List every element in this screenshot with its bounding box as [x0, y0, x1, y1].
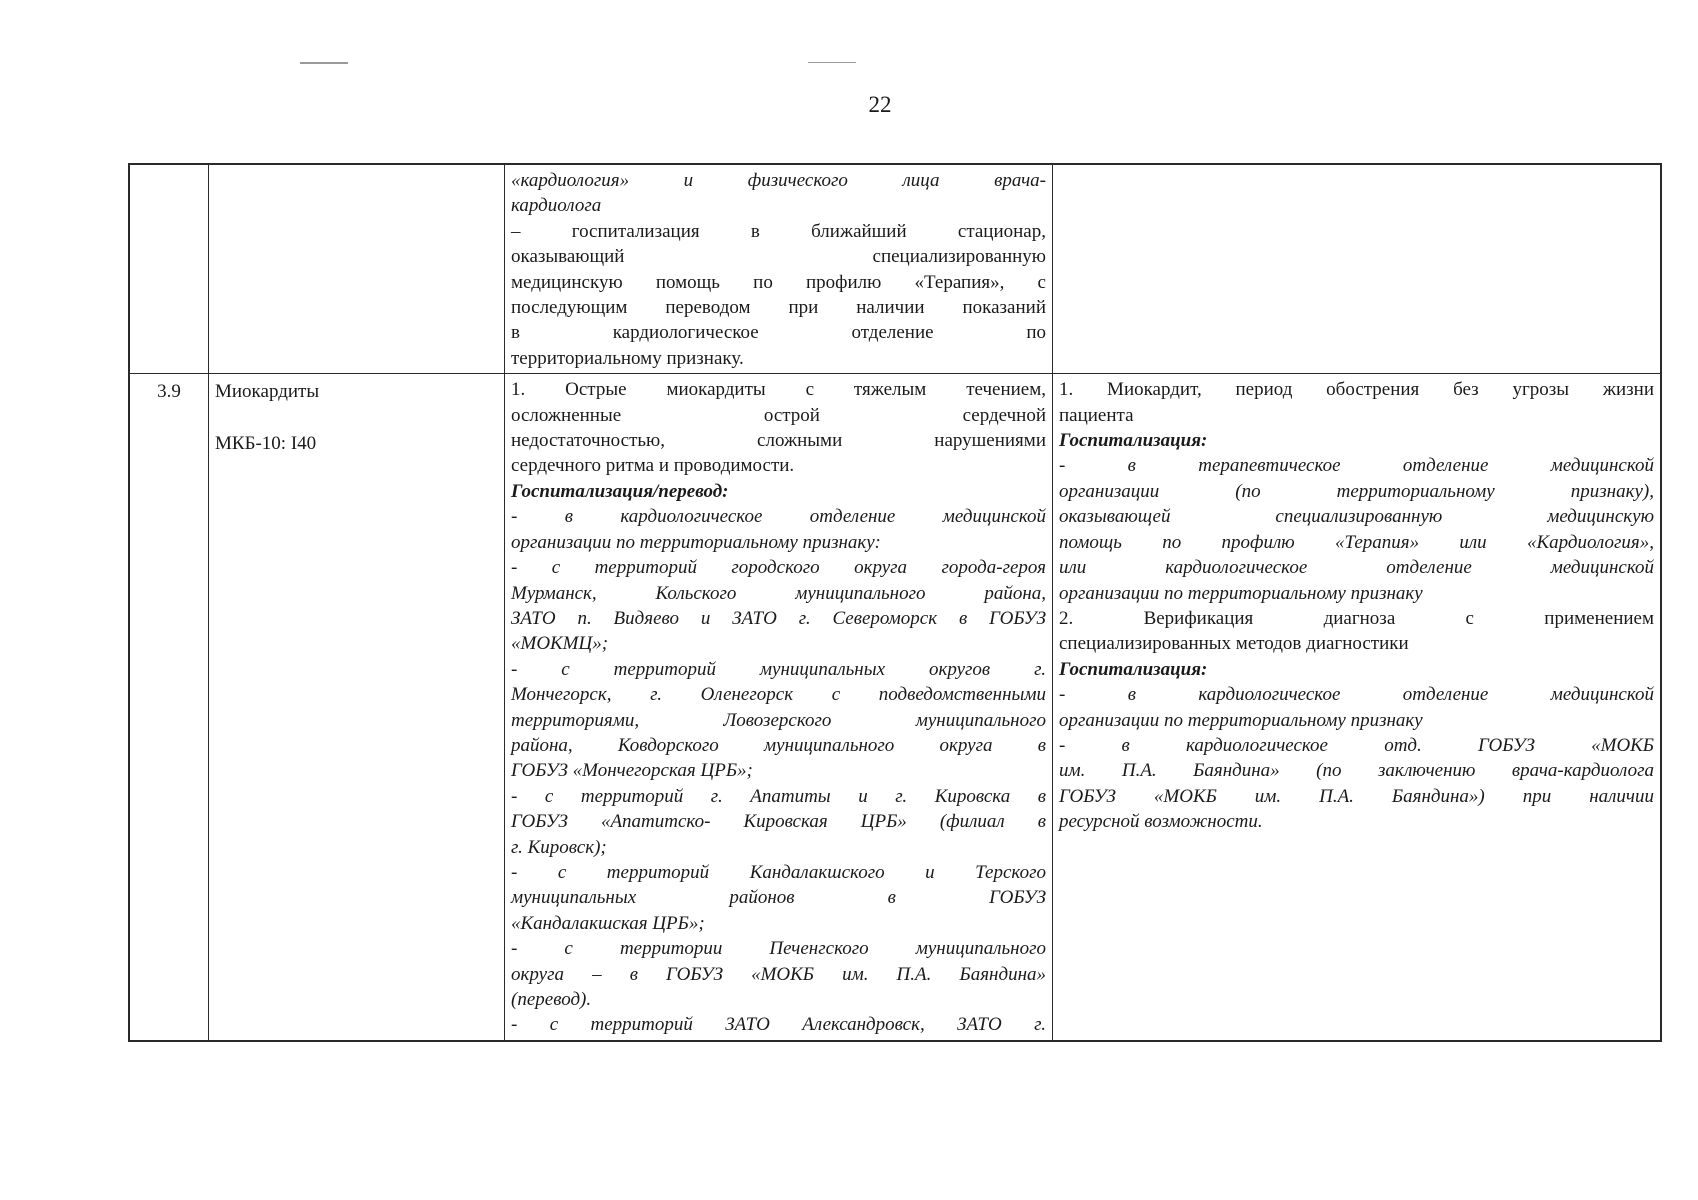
- text-line: - с территорий Кандалакшского и Терского: [511, 861, 1046, 883]
- text-line: медицинскую помощь по профилю «Терапия», с: [511, 271, 1046, 293]
- text-line: - в кардиологическое отделение медицинской: [1059, 684, 1654, 706]
- conditions-text: [1059, 377, 1654, 834]
- text-line: ЗАТО п. Видяево и ЗАТО г. Североморск в ГОБУЗ: [511, 607, 1046, 629]
- text-line: оказывающий специализированную: [511, 246, 1046, 268]
- text-line: - в кардиологическое отд. ГОБУЗ «МОКБ: [1059, 734, 1654, 756]
- text-line: им. П.А. Баяндина» (по заключению врача-кардиолога: [1059, 760, 1654, 782]
- table-row: [130, 165, 1660, 373]
- text-line: «МОКМЦ»;: [511, 633, 609, 655]
- text-line: ГОБУЗ «МОКБ им. П.А. Баяндина») при наличии: [1059, 785, 1654, 807]
- text-line: - с территории Печенгского муниципального: [511, 938, 1046, 960]
- text-line: - с территорий г. Апатиты и г. Кировска в: [511, 785, 1046, 807]
- disease-name: Миокардиты: [215, 381, 320, 403]
- text-line: района, Ковдорского муниципального округа в: [511, 734, 1046, 756]
- text-line: сердечного ритма и проводимости.: [511, 455, 795, 477]
- icd-code: МКБ-10: I40: [215, 432, 317, 454]
- text-line: кардиолога: [511, 195, 602, 217]
- text-line: пациента: [1059, 404, 1134, 426]
- disease-name-cell: [208, 374, 504, 1040]
- text-line: - в терапевтическое отделение медицинской: [1059, 455, 1654, 477]
- text-line: «кардиология» и физического лица врача-: [511, 170, 1046, 191]
- table-row: [130, 373, 1660, 1040]
- text-line: организации (по территориальному признаку),: [1059, 480, 1654, 502]
- text-line: специализированных методов диагностики: [1059, 633, 1409, 655]
- text-line: ГОБУЗ «Апатитско- Кировская ЦРБ» (филиал в: [511, 811, 1046, 833]
- scan-artifact: [808, 62, 856, 63]
- text-line: ресурсной возможности.: [1059, 811, 1263, 833]
- text-line: 2. Верификация диагноза с применением: [1059, 607, 1654, 629]
- text-line: (перевод).: [511, 989, 592, 1010]
- document-table: [128, 163, 1662, 1042]
- text-line: организации по территориальному признаку:: [511, 531, 881, 553]
- text-line: ГОБУЗ «Мончегорская ЦРБ»;: [511, 760, 753, 782]
- text-line: Мончегорск, г. Оленегорск с подведомственными: [511, 684, 1046, 706]
- text-line: - с территорий ЗАТО Александровск, ЗАТО г.: [511, 1014, 1046, 1036]
- text-line: 1. Миокардит, период обострения без угрозы жизни: [1059, 379, 1654, 401]
- text-line: территориями, Ловозерского муниципального: [511, 709, 1046, 731]
- text-line: или кардиологическое отделение медицинской: [1059, 557, 1654, 579]
- text-line: Госпитализация:: [1059, 658, 1208, 680]
- row-number-cell: [130, 165, 208, 373]
- text-line: «Кандалакшская ЦРБ»;: [511, 912, 705, 934]
- row-number-cell: [130, 374, 208, 1040]
- scan-artifact: [300, 62, 348, 64]
- conditions-cell: [1052, 374, 1660, 1040]
- text-line: Госпитализация:: [1059, 430, 1208, 452]
- hospitalization-cell: [504, 374, 1052, 1040]
- text-line: 1. Острые миокардиты с тяжелым течением,: [511, 379, 1046, 401]
- hospitalization-text: [511, 377, 1046, 1038]
- hospitalization-text: [511, 168, 1046, 371]
- text-line: последующим переводом при наличии показаний: [511, 297, 1046, 319]
- text-line: округа – в ГОБУЗ «МОКБ им. П.А. Баяндина»: [511, 963, 1046, 985]
- text-line: - в кардиологическое отделение медицинской: [511, 506, 1046, 528]
- text-line: - с территорий городского округа города-героя: [511, 557, 1046, 579]
- text-line: Мурманск, Кольского муниципального района,: [511, 582, 1046, 604]
- text-line: Госпитализация/перевод:: [511, 480, 729, 502]
- text-line: территориальному признаку.: [511, 347, 744, 369]
- disease-name-cell: [208, 165, 504, 373]
- text-line: муниципальных районов в ГОБУЗ: [511, 887, 1046, 909]
- text-line: осложненные острой сердечной: [511, 404, 1046, 426]
- text-line: в кардиологическое отделение по: [511, 322, 1046, 344]
- page-number: 22: [868, 92, 892, 117]
- text-line: помощь по профилю «Терапия» или «Кардиология»,: [1059, 531, 1654, 553]
- text-line: г. Кировск);: [511, 836, 607, 858]
- conditions-cell: [1052, 165, 1660, 373]
- hospitalization-cell: [504, 165, 1052, 373]
- text-line: недостаточностью, сложными нарушениями: [511, 430, 1046, 452]
- text-line: организации по территориальному признаку: [1059, 582, 1423, 604]
- text-line: - с территорий муниципальных округов г.: [511, 658, 1046, 680]
- text-line: организации по территориальному признаку: [1059, 709, 1423, 731]
- text-line: – госпитализация в ближайший стационар,: [511, 220, 1046, 242]
- text-line: оказывающей специализированную медицинскую: [1059, 506, 1654, 528]
- row-number: 3.9: [157, 381, 181, 403]
